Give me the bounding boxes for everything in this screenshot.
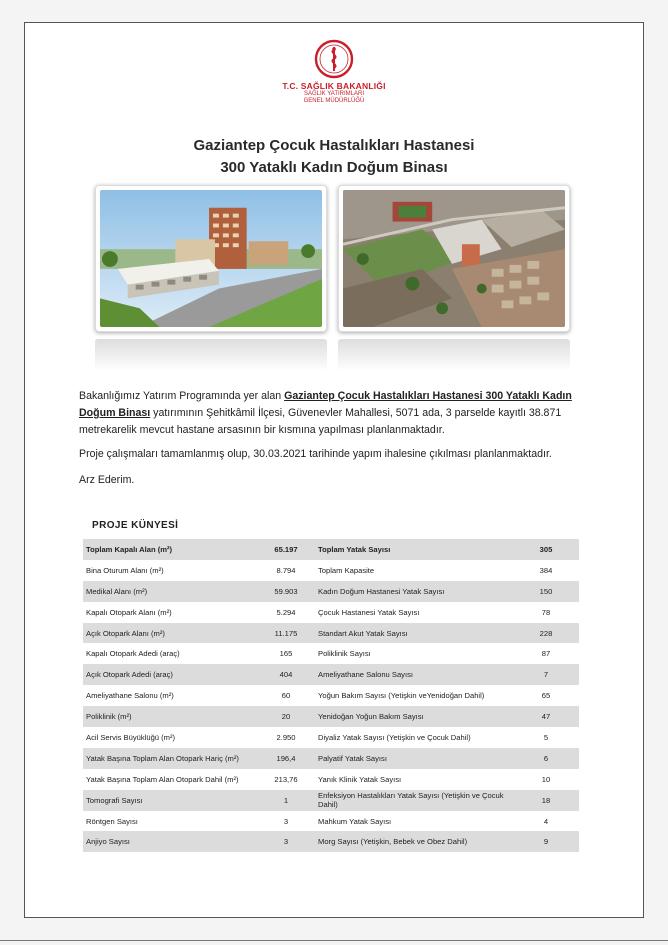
photo-reflection-left xyxy=(95,339,327,371)
cell-label-left: Açık Otopark Alanı (m²) xyxy=(83,623,257,644)
table-row xyxy=(83,790,579,811)
cell-label-right: Ameliyathane Salonu Sayısı xyxy=(315,664,513,685)
paragraph-prefix: Bakanlığımız Yatırım Programında yer alan xyxy=(79,390,285,402)
cell-label-right: Yenidoğan Yoğun Bakım Sayısı xyxy=(315,706,513,727)
closing-text: Arz Ederim. xyxy=(79,474,135,486)
logo-title: T.C. SAĞLIK BAKANLIĞI xyxy=(282,81,386,91)
cell-label-left: Acil Servis Büyüklüğü (m²) xyxy=(83,727,257,748)
cell-value-left: 8.794 xyxy=(257,560,315,581)
cell-label-left: Ameliyathane Salonu (m²) xyxy=(83,685,257,706)
table-row xyxy=(83,831,579,852)
cell-label-right: Kadın Doğum Hastanesi Yatak Sayısı xyxy=(315,581,513,602)
cell-value-left: 65.197 xyxy=(257,539,315,560)
cell-label-right: Yoğun Bakım Sayısı (Yetişkin veYenidoğan Dahil) xyxy=(315,685,513,706)
cell-value-right: 7 xyxy=(513,664,579,685)
cell-label-right: Toplam Yatak Sayısı xyxy=(315,539,513,560)
table-row xyxy=(83,602,579,623)
paragraph-tender-date: Proje çalışmaları tamamlanmış olup, 30.03.2021 tarihinde yapım ihalesine çıkılması planlanmaktadır. xyxy=(79,448,552,460)
cell-value-right: 150 xyxy=(513,581,579,602)
cell-value-left: 1 xyxy=(257,790,315,811)
cell-value-left: 11.175 xyxy=(257,623,315,644)
cell-value-left: 196,4 xyxy=(257,748,315,769)
cell-value-right: 10 xyxy=(513,769,579,790)
ministry-logo xyxy=(25,39,643,105)
paragraph-suffix: yatırımının Şehitkâmil İlçesi, Güvenevler Mahallesi, 5071 ada, 3 parselde kayıtlı 38.871 metrekarelik mevcut hastane arsasının bir kısmına yapılması planlanmaktadır. xyxy=(79,407,562,436)
paragraph-project-description xyxy=(79,388,609,439)
title-line-2: 300 Yataklı Kadın Doğum Binası xyxy=(220,159,448,176)
cell-value-right: 47 xyxy=(513,706,579,727)
cell-label-left: Toplam Kapalı Alan (m²) xyxy=(83,539,257,560)
table-row xyxy=(83,811,579,832)
table-row xyxy=(83,623,579,644)
table-row xyxy=(83,539,579,560)
cell-value-left: 404 xyxy=(257,664,315,685)
project-details-heading: PROJE KÜNYESİ xyxy=(92,520,179,531)
table-row xyxy=(83,581,579,602)
cell-value-left: 2.950 xyxy=(257,727,315,748)
cell-label-left: Medikal Alanı (m²) xyxy=(83,581,257,602)
cell-value-left: 5.294 xyxy=(257,602,315,623)
page-bottom-rule xyxy=(0,940,668,941)
logo-subtitle-2: GENEL MÜDÜRLÜĞÜ xyxy=(303,98,365,104)
cell-label-right: Standart Akut Yatak Sayısı xyxy=(315,623,513,644)
cell-value-left: 60 xyxy=(257,685,315,706)
cell-label-right: Palyatif Yatak Sayısı xyxy=(315,748,513,769)
cell-label-right: Mahkum Yatak Sayısı xyxy=(315,811,513,832)
aerial-view-photo xyxy=(338,185,570,332)
cell-label-left: Açık Otopark Adedi (araç) xyxy=(83,664,257,685)
project-name-highlight: Gaziantep Çocuk Hastalıkları Hastanesi 300 Yataklı Kadın Doğum Binası xyxy=(79,390,572,419)
cell-value-left: 3 xyxy=(257,831,315,852)
cell-label-right: Enfeksiyon Hastalıkları Yatak Sayısı (Yetişkin ve Çocuk Dahil) xyxy=(315,790,513,811)
document-title xyxy=(25,135,643,179)
cell-label-left: Röntgen Sayısı xyxy=(83,811,257,832)
document-page xyxy=(24,22,644,918)
cell-value-right: 9 xyxy=(513,831,579,852)
cell-value-right: 228 xyxy=(513,623,579,644)
table-row xyxy=(83,706,579,727)
cell-value-right: 65 xyxy=(513,685,579,706)
building-rendering-photo xyxy=(95,185,327,332)
cell-value-right: 384 xyxy=(513,560,579,581)
photo-reflection-right xyxy=(338,339,570,371)
cell-value-right: 6 xyxy=(513,748,579,769)
cell-label-left: Anjiyo Sayısı xyxy=(83,831,257,852)
cell-label-left: Tomografi Sayısı xyxy=(83,790,257,811)
cell-value-left: 3 xyxy=(257,811,315,832)
cell-label-right: Morg Sayısı (Yetişkin, Bebek ve Obez Dahil) xyxy=(315,831,513,852)
cell-value-right: 4 xyxy=(513,811,579,832)
cell-value-right: 87 xyxy=(513,643,579,664)
cell-label-right: Toplam Kapasite xyxy=(315,560,513,581)
cell-label-left: Kapalı Otopark Alanı (m²) xyxy=(83,602,257,623)
cell-label-left: Yatak Başına Toplam Alan Otopark Hariç (m²) xyxy=(83,748,257,769)
cell-label-right: Poliklinik Sayısı xyxy=(315,643,513,664)
cell-value-left: 165 xyxy=(257,643,315,664)
cell-value-right: 5 xyxy=(513,727,579,748)
table-row xyxy=(83,685,579,706)
cell-label-right: Yanık Klinik Yatak Sayısı xyxy=(315,769,513,790)
cell-value-left: 20 xyxy=(257,706,315,727)
project-details-table xyxy=(83,539,579,852)
cell-value-right: 305 xyxy=(513,539,579,560)
title-line-1: Gaziantep Çocuk Hastalıkları Hastanesi xyxy=(193,137,475,154)
cell-label-left: Yatak Başına Toplam Alan Otopark Dahil (m²) xyxy=(83,769,257,790)
table-row xyxy=(83,769,579,790)
table-row xyxy=(83,643,579,664)
logo-subtitle-1: SAĞLIK YATIRIMLARI xyxy=(303,91,365,97)
cell-label-right: Çocuk Hastanesi Yatak Sayısı xyxy=(315,602,513,623)
table-row xyxy=(83,748,579,769)
cell-value-right: 18 xyxy=(513,790,579,811)
cell-value-left: 59.903 xyxy=(257,581,315,602)
table-row xyxy=(83,727,579,748)
cell-label-left: Bina Oturum Alanı (m²) xyxy=(83,560,257,581)
cell-value-left: 213,76 xyxy=(257,769,315,790)
table-row xyxy=(83,664,579,685)
cell-value-right: 78 xyxy=(513,602,579,623)
cell-label-left: Poliklinik (m²) xyxy=(83,706,257,727)
ministry-emblem-icon xyxy=(314,39,354,79)
cell-label-right: Diyaliz Yatak Sayısı (Yetişkin ve Çocuk Dahil) xyxy=(315,727,513,748)
table-row xyxy=(83,560,579,581)
cell-label-left: Kapalı Otopark Adedi (araç) xyxy=(83,643,257,664)
